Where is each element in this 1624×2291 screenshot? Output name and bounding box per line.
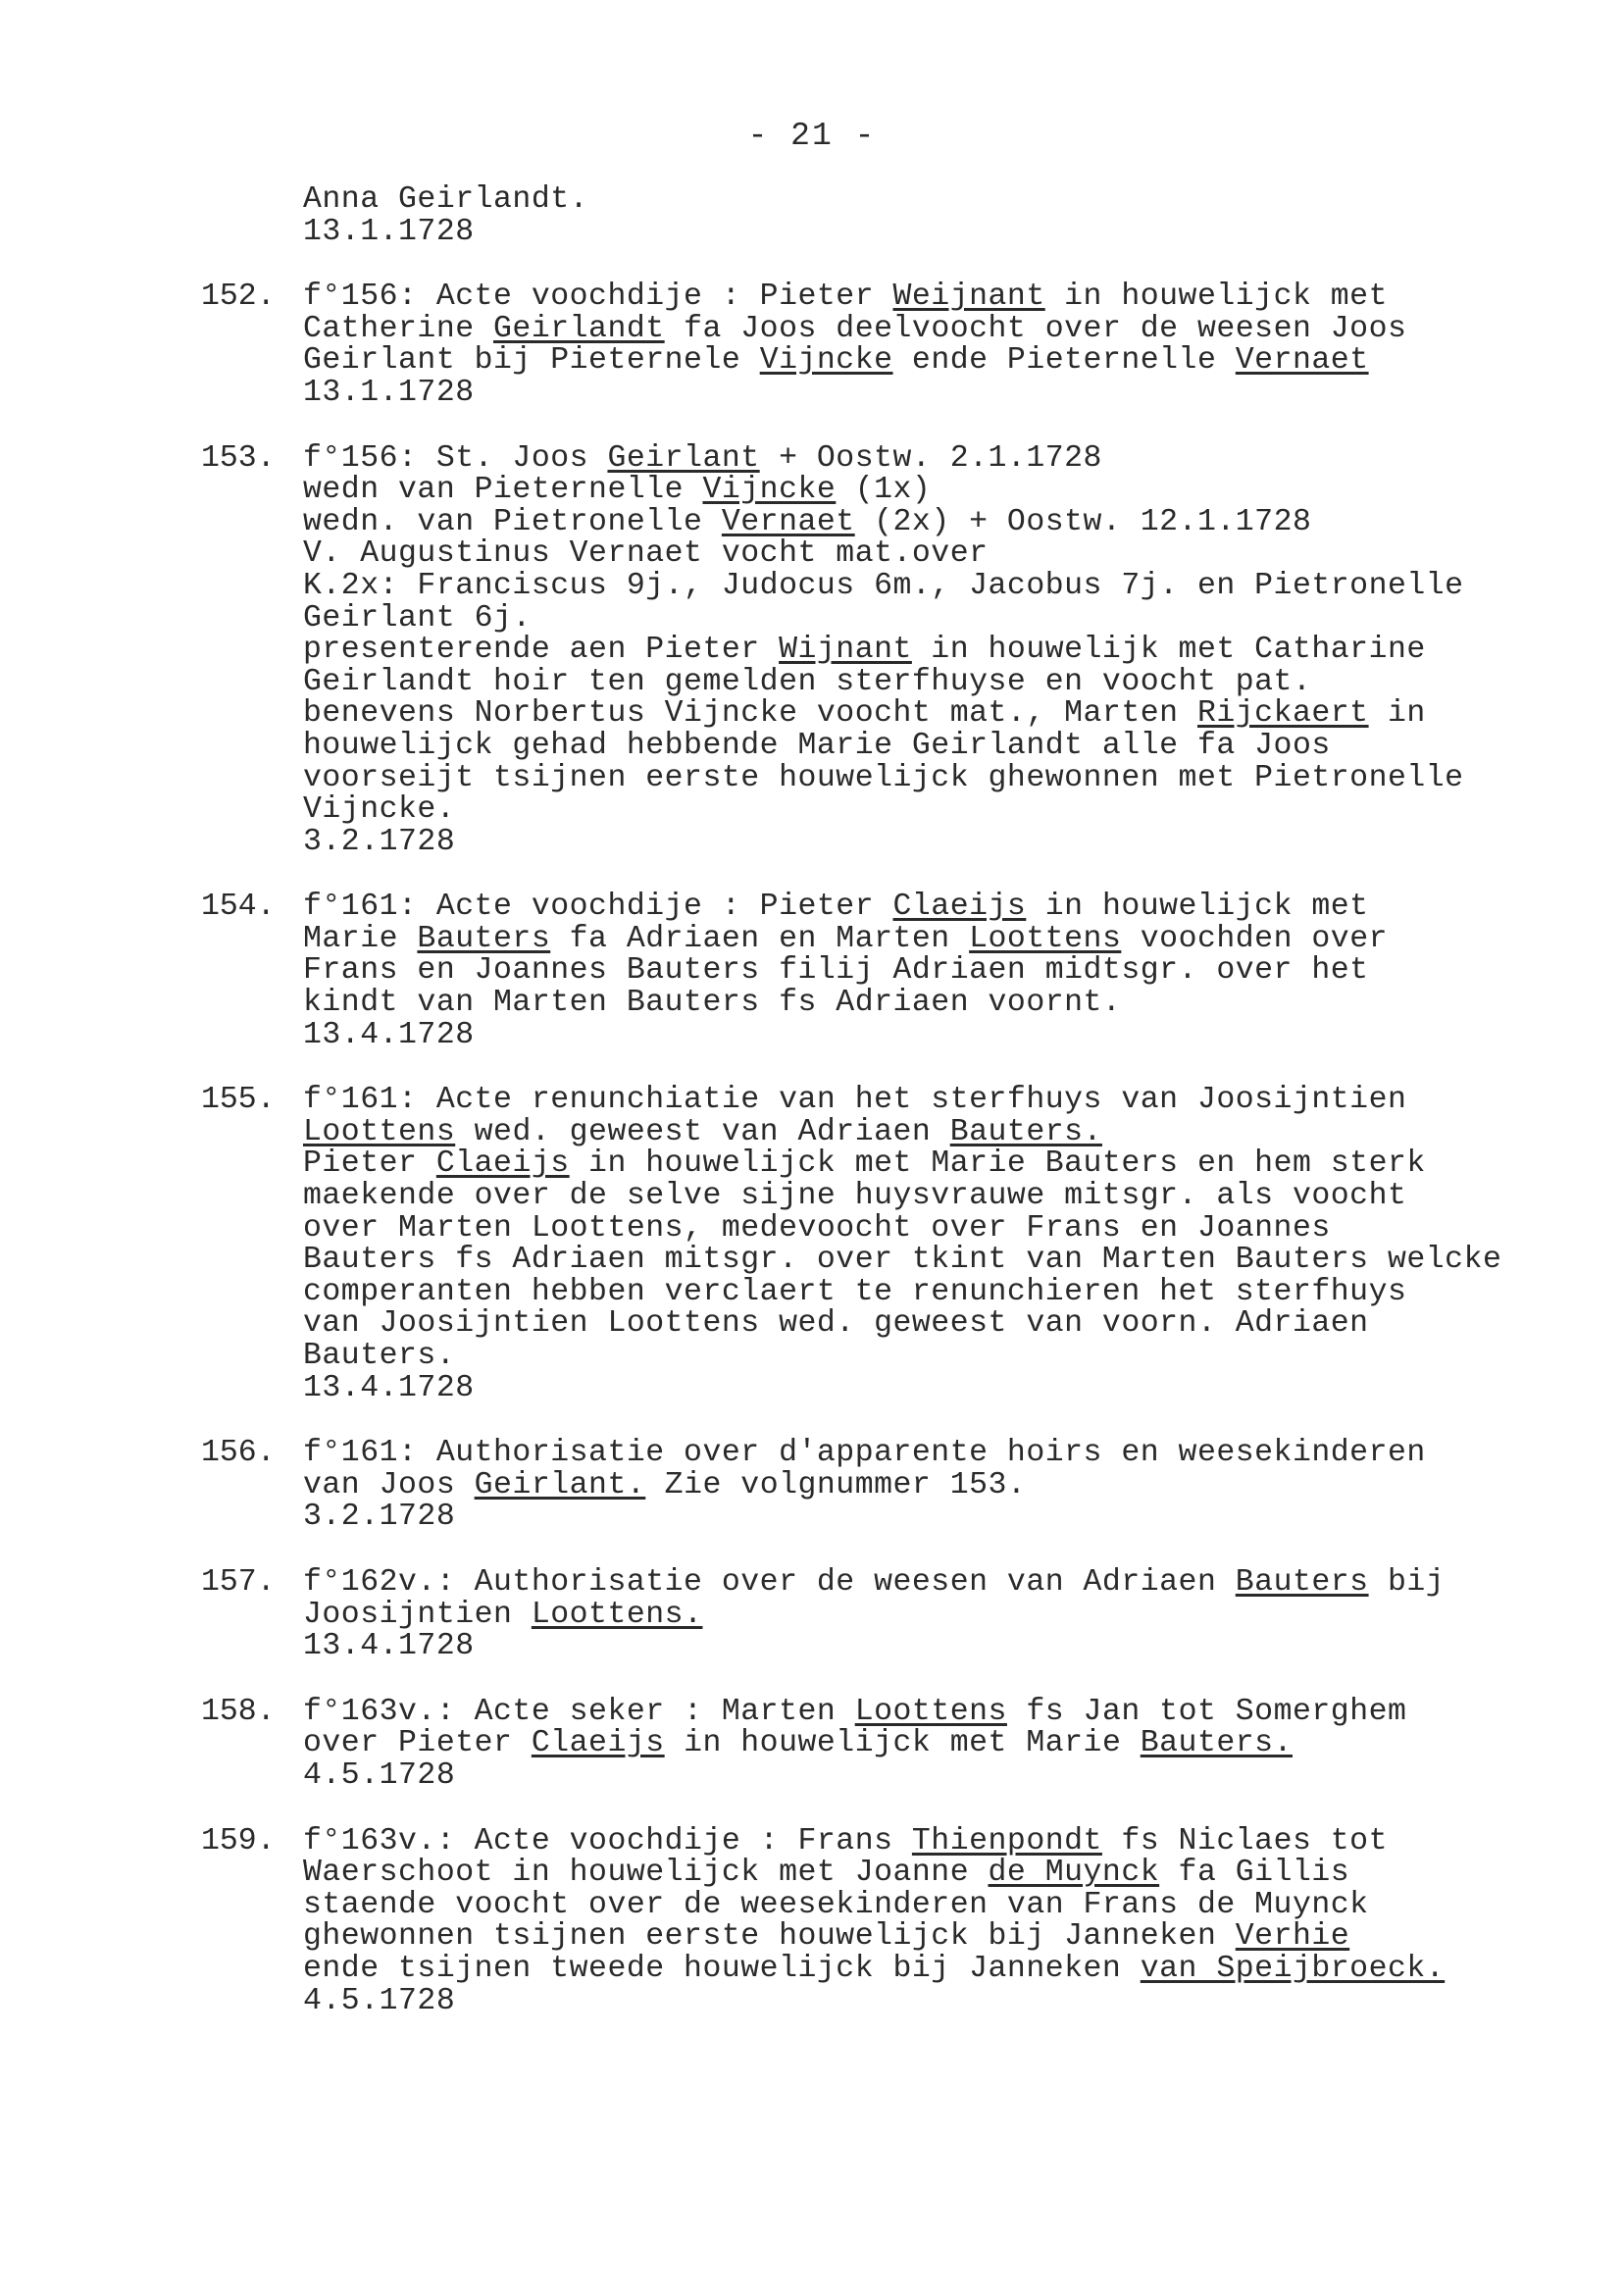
underlined-name: Bauters.: [949, 1114, 1102, 1149]
text-segment: in houwelijck met Marie: [664, 1726, 1141, 1761]
text-line: [303, 955, 1554, 988]
text-line: [303, 568, 1554, 603]
entry-number: 155.: [201, 1083, 276, 1118]
text-line: [303, 921, 1554, 956]
text-segment: wedn van Pieternelle: [303, 473, 703, 508]
text-line: [303, 760, 1554, 795]
text-line: [303, 1148, 1554, 1181]
text-segment: Geirlant 6j.: [303, 600, 532, 636]
text-segment: fa Joos deelvoocht over de weesen Joos: [664, 311, 1407, 346]
entry-156: [201, 1438, 1554, 1534]
entry-number: 153.: [201, 440, 276, 476]
entry-157: [201, 1564, 1554, 1664]
text-segment: 4.5.1728: [303, 1757, 456, 1793]
text-segment: Vijncke.: [303, 792, 456, 828]
underlined-name: Loottens.: [531, 1597, 703, 1632]
text-segment: f°161: Authorisatie over d'apparente hoirs en weesekinderen: [303, 1436, 1426, 1471]
underlined-name: Geirlant.: [474, 1467, 646, 1502]
text-segment: kindt van Marten Bauters fs Adriaen voornt.: [303, 986, 1122, 1021]
text-line: [303, 1951, 1554, 1986]
text-segment: Bauters fs Adriaen mitsgr. over tkint van Marten Bauters welcke: [303, 1243, 1502, 1278]
page-number: - 21 -: [747, 118, 877, 154]
underlined-name: Weijnant: [892, 280, 1045, 315]
text-line: [303, 375, 1554, 410]
text-line: [303, 281, 1554, 314]
text-segment: ghewonnen tsijnen eerste houwelijck bij Janneken: [303, 1919, 1236, 1955]
text-line: [303, 1564, 1554, 1600]
text-segment: f°156: St. Joos: [303, 440, 608, 476]
text-line: [303, 1274, 1554, 1309]
underlined-name: Vernaet: [1235, 343, 1369, 379]
entry-number: 156.: [201, 1436, 276, 1471]
underlined-name: Bauters: [417, 921, 551, 956]
text-line: [303, 824, 1554, 859]
text-segment: Geirlandt hoir ten gemelden sterfhuyse en voocht pat.: [303, 664, 1312, 699]
text-segment: Waerschoot in houwelijck met Joanne: [303, 1856, 989, 1891]
text-segment: fa Gillis: [1159, 1856, 1350, 1891]
text-line: [303, 440, 1554, 476]
text-segment: in houwelijck met Marie Bauters en hem sterk: [569, 1146, 1426, 1182]
text-segment: houwelijck gehad hebbende Marie Geirlandt alle fa Joos: [303, 728, 1331, 763]
text-segment: 3.2.1728: [303, 1500, 456, 1535]
text-line: [303, 538, 1554, 571]
text-line: [303, 1631, 1554, 1663]
text-segment: maekende over de selve sijne huysvrauwe mitsgr. als voocht: [303, 1179, 1407, 1214]
text-segment: Anna Geirlandt.: [303, 182, 589, 217]
text-segment: Joosijntien: [303, 1597, 532, 1632]
text-segment: 13.4.1728: [303, 1017, 475, 1052]
text-segment: (2x) + Oostw. 12.1.1728: [854, 504, 1312, 539]
underlined-name: Wijnant: [779, 633, 912, 668]
text-line: [303, 891, 1554, 924]
underlined-name: Thienpondt: [911, 1823, 1102, 1858]
text-segment: f°161: Acte renunchiatie van het sterfhuys van Joosijntien: [303, 1083, 1407, 1118]
text-segment: presenterende aen Pieter: [303, 633, 780, 668]
document-body: [201, 184, 1554, 2017]
underlined-name: Loottens: [969, 921, 1122, 956]
text-segment: in: [1368, 696, 1426, 732]
text-segment: 13.1.1728: [303, 214, 475, 249]
text-segment: 13.4.1728: [303, 1629, 475, 1664]
entry-152: [201, 281, 1554, 409]
text-segment: in houwelijck met: [1044, 280, 1388, 315]
text-segment: V. Augustinus Vernaet vocht mat.over: [303, 536, 989, 572]
text-line: [303, 1983, 1554, 2018]
entry-153: [201, 440, 1554, 859]
text-segment: staende voocht over de weesekinderen van Frans de Muynck: [303, 1887, 1369, 1922]
entry-number: 152.: [201, 280, 276, 315]
text-line: [303, 504, 1554, 539]
text-line: [303, 1467, 1554, 1502]
entry-155: [201, 1085, 1554, 1404]
text-line: [303, 1694, 1554, 1729]
underlined-name: Vernaet: [721, 504, 855, 539]
entry-number: 159.: [201, 1823, 276, 1858]
entry-number: 158.: [201, 1694, 276, 1729]
underlined-name: Loottens: [854, 1694, 1007, 1729]
text-line: [303, 214, 1554, 249]
text-line: [303, 1757, 1554, 1793]
text-line: [303, 1887, 1554, 1922]
text-segment: fa Adriaen en Marten: [550, 921, 970, 956]
underlined-name: Bauters.: [1140, 1726, 1293, 1761]
entry-list: [201, 281, 1554, 2017]
underlined-name: de Muynck: [988, 1856, 1160, 1891]
text-line: [303, 1921, 1554, 1954]
text-line: [303, 1438, 1554, 1470]
text-segment: van Joos: [303, 1467, 475, 1502]
text-line: [303, 600, 1554, 636]
underlined-name: Geirlandt: [493, 311, 665, 346]
entry-number: 154.: [201, 890, 276, 925]
text-line: [303, 1728, 1554, 1760]
text-segment: f°156: Acte voochdije : Pieter: [303, 280, 893, 315]
text-segment: fs Jan tot Somerghem: [1006, 1694, 1407, 1729]
underlined-name: Geirlant: [607, 440, 760, 476]
text-line: [303, 1114, 1554, 1149]
underlined-name: van Speijbroeck.: [1140, 1951, 1446, 1986]
entry-154: [201, 891, 1554, 1051]
underlined-name: Bauters: [1235, 1564, 1369, 1600]
text-line: [303, 988, 1554, 1020]
text-segment: 4.5.1728: [303, 1983, 456, 2018]
text-segment: Marie: [303, 921, 418, 956]
text-segment: f°163v.: Acte voochdije : Frans: [303, 1823, 912, 1858]
text-line: [303, 1085, 1554, 1117]
text-segment: Zie volgnummer 153.: [645, 1467, 1027, 1502]
text-line: [303, 664, 1554, 699]
text-segment: in houwelijk met Catharine: [911, 633, 1426, 668]
text-line: [303, 184, 1554, 217]
text-line: [303, 728, 1554, 763]
underlined-name: Verhie: [1235, 1919, 1350, 1955]
text-segment: f°161: Acte voochdije : Pieter: [303, 890, 893, 925]
underlined-name: Vijncke: [759, 343, 893, 379]
text-line: [303, 1210, 1554, 1246]
text-line: [303, 475, 1554, 507]
text-segment: K.2x: Franciscus 9j., Judocus 6m., Jacobus 7j. en Pietronelle: [303, 568, 1464, 603]
text-segment: Catherine: [303, 311, 494, 346]
text-line: [303, 311, 1554, 346]
text-line: [303, 1370, 1554, 1405]
text-segment: voorseijt tsijnen eerste houwelijck ghewonnen met Pietronelle: [303, 760, 1464, 795]
underlined-name: Vijncke: [702, 473, 837, 508]
text-segment: Pieter: [303, 1146, 436, 1182]
text-segment: voochden over: [1121, 921, 1389, 956]
text-segment: wed. geweest van Adriaen: [455, 1114, 950, 1149]
text-segment: f°163v.: Acte seker : Marten: [303, 1694, 855, 1729]
text-segment: 13.4.1728: [303, 1370, 475, 1405]
text-segment: benevens Norbertus Vijncke voocht mat., Marten: [303, 696, 1197, 732]
text-segment: over Pieter: [303, 1726, 532, 1761]
text-line: [303, 698, 1554, 731]
text-line: [303, 1597, 1554, 1632]
entry-number: 157.: [201, 1564, 276, 1600]
text-line: [303, 794, 1554, 827]
text-segment: Bauters.: [303, 1339, 456, 1373]
text-segment: 3.2.1728: [303, 824, 456, 859]
text-segment: bij: [1368, 1564, 1446, 1600]
text-segment: comperanten hebben verclaert te renunchieren het sterfhuys: [303, 1274, 1407, 1309]
text-line: [303, 345, 1554, 378]
text-segment: Geirlant bij Pieternele: [303, 343, 760, 379]
text-segment: van Joosijntien Loottens wed. geweest van voorn. Adriaen: [303, 1306, 1369, 1342]
text-segment: + Oostw. 2.1.1728: [759, 440, 1102, 476]
text-line: [303, 1823, 1554, 1858]
text-segment: over Marten Loottens, medevoocht over Frans en Joannes: [303, 1210, 1331, 1246]
text-line: [303, 1341, 1554, 1373]
text-segment: f°162v.: Authorisatie over de weesen van Adriaen: [303, 1564, 1236, 1600]
text-segment: ende Pieternelle: [892, 343, 1236, 379]
entry-158: [201, 1694, 1554, 1793]
text-line: [303, 1502, 1554, 1534]
intro-block: [303, 184, 1554, 248]
text-line: [303, 1245, 1554, 1277]
text-line: [303, 1308, 1554, 1341]
underlined-name: Claeijs: [435, 1146, 570, 1182]
text-line: [303, 1181, 1554, 1213]
text-segment: ende tsijnen tweede houwelijck bij Janneken: [303, 1951, 1141, 1986]
text-segment: fs Niclaes tot: [1101, 1823, 1388, 1858]
text-segment: wedn. van Pietronelle: [303, 504, 722, 539]
text-segment: in houwelijck met: [1026, 890, 1369, 925]
text-line: [303, 635, 1554, 667]
text-segment: Frans en Joannes Bauters filij Adriaen midtsgr. over het: [303, 953, 1369, 989]
text-segment: (1x): [836, 473, 932, 508]
text-segment: 13.1.1728: [303, 375, 475, 410]
text-line: [303, 1017, 1554, 1052]
underlined-name: Loottens: [303, 1114, 456, 1149]
underlined-name: Claeijs: [892, 890, 1027, 925]
underlined-name: Claeijs: [531, 1726, 665, 1761]
entry-159: [201, 1823, 1554, 2018]
text-line: [303, 1858, 1554, 1890]
underlined-name: Rijckaert: [1196, 696, 1369, 732]
